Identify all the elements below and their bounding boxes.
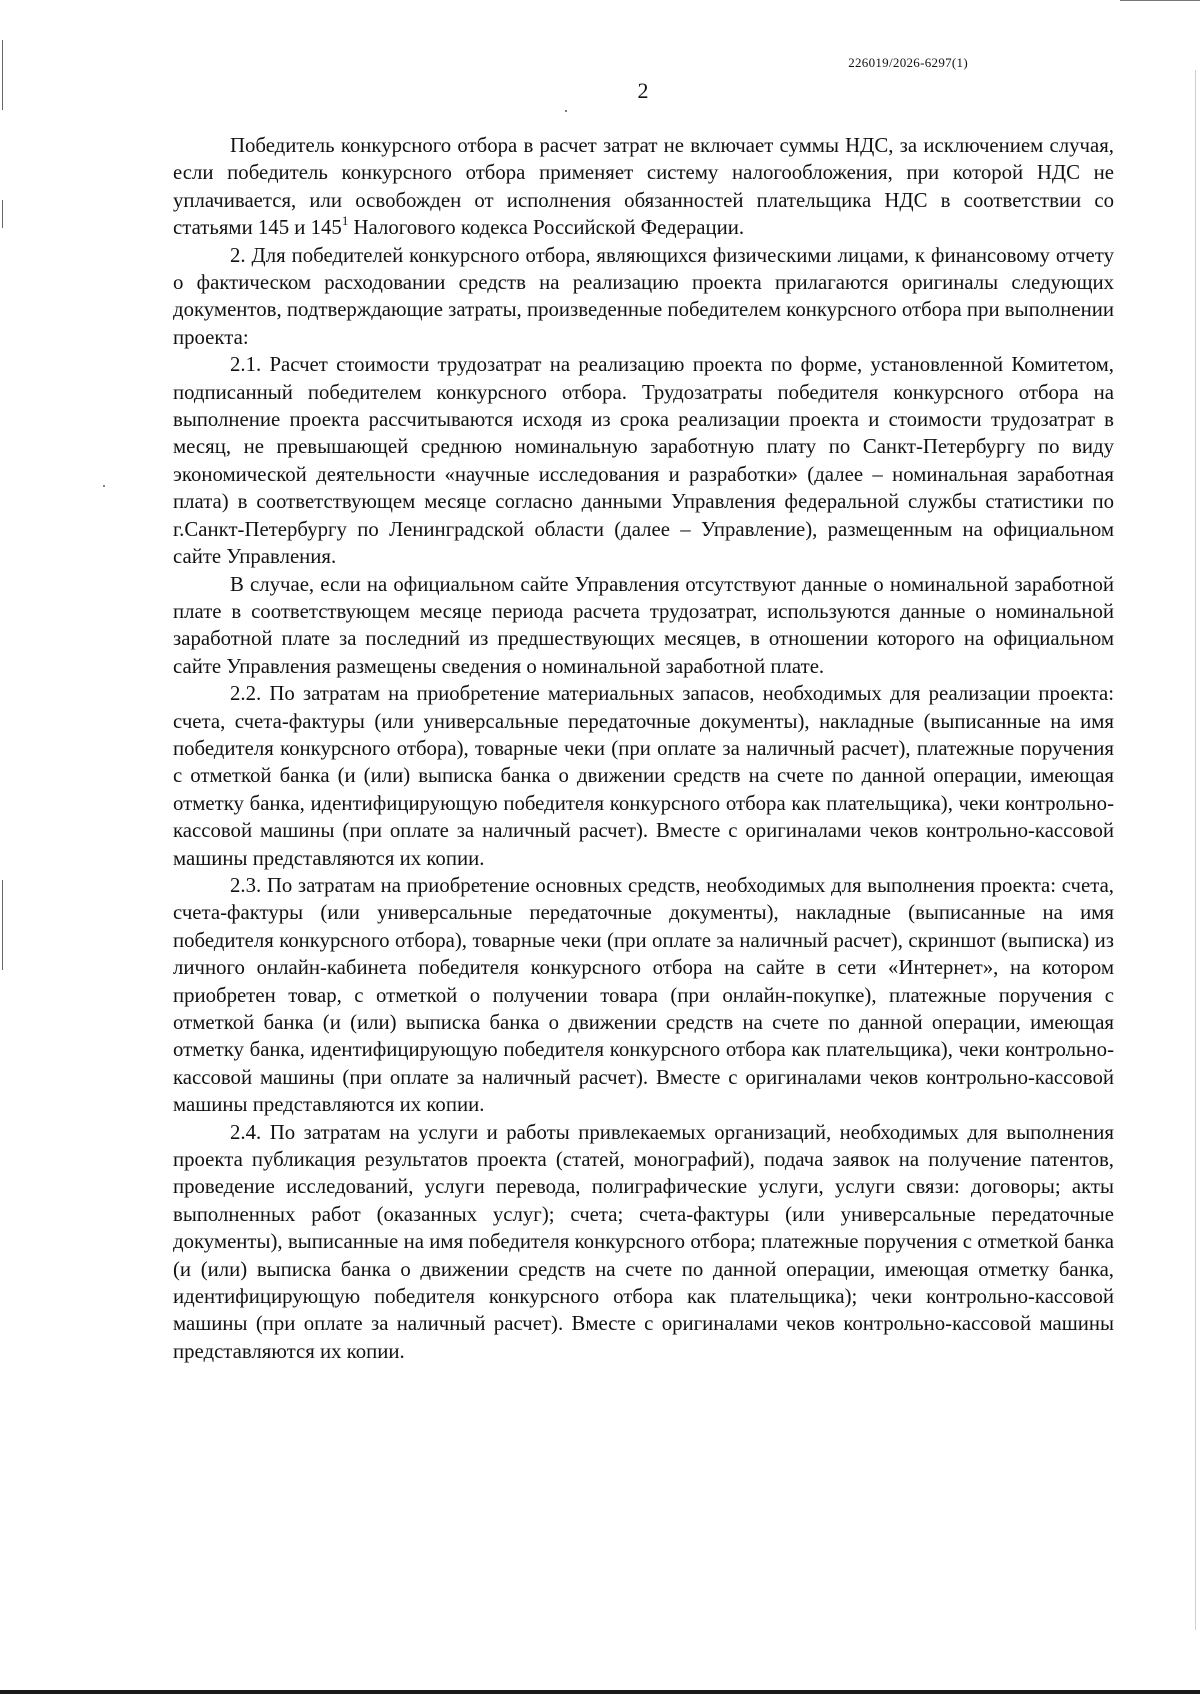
paragraph-text: Победитель конкурсного отбора в расчет затрат не включает суммы НДС, за исключением случая, если победитель конкурсного отбора применяет систему налогообложения, при которой НДС не уплачивается, или освобожден от исполнения обязанностей плательщика НДС в соответствии со статьями 145 и 145 [173,134,1114,240]
paragraph-2-2: 2.2. По затратам на приобретение материальных запасов, необходимых для реализации проекта: счета, счета-фактуры (или универсальные передаточные документы), накладные (выписанные на имя победителя конкурсного отбора), товарные чеки (при оплате за наличный расчет), платежные поручения с отметкой банка (и (или) выписка банка о движении средств на счете по данной операции, имеющая отметку банка, идентифицирующую победителя конкурсного отбора как плательщика), чеки контрольно-кассовой машины (при оплате за наличный расчет). Вместе с оригиналами чеков контрольно-кассовой машины представляются их копии. [173,682,1114,870]
paragraph-vat [173,132,1114,242]
paragraph-2: 2. Для победителей конкурсного отбора, являющихся физическими лицами, к финансовому отчету о фактическом расходовании средств на реализацию проекта прилагаются оригиналы следующих документов, подтверждающие затраты, произведенные победителем конкурсного отбора при выполнении проекта: [173,243,1114,349]
scan-artifact-dot [103,485,105,487]
paragraph-2-1: 2.1. Расчет стоимости трудозатрат на реализацию проекта по форме, установленной Комитетом, подписанный победителем конкурсного отбора. Трудозатраты победителя конкурсного отбора на выполнение проекта рассчитываются исходя из срока реализации проекта и стоимости трудозатрат в месяц, не превышающей среднюю номинальную заработную плату по Санкт-Петербургу по виду экономической деятельности «научные исследования и разработки» (далее – номинальная заработная плата) в соответствующем месяце согласно данными Управления федеральной службы статистики по г.Санкт-Петербургу по Ленинградской области (далее – Управление), размещенным на официальном сайте Управления. [173,353,1114,569]
scan-margin-mark [2,880,3,970]
document-body [173,132,1114,1365]
scan-edge-right [1195,70,1196,1630]
paragraph-text-tail: Налогового кодекса Российской Федерации. [348,216,745,240]
scan-edge-bottom [0,1690,1200,1694]
scan-margin-mark [2,200,3,228]
page-number: 2 [637,78,649,103]
paragraph-2-4: 2.4. По затратам на услуги и работы привлекаемых организаций, необходимых для выполнения проекта публикация результатов проекта (статей, монографий), подача заявок на получение патентов, проведение исследований, услуги перевода, полиграфические услуги, услуги связи: договоры; акты выполненных работ (оказанных услуг); счета; счета-фактуры (или универсальные передаточные документы), выписанные на имя победителя конкурсного отбора; платежные поручения с отметкой банка (и (или) выписка банка о движении средств на счете по данной операции, имеющая отметку банка, идентифицирующую победителя конкурсного отбора как плательщика); чеки контрольно-кассовой машины (при оплате за наличный расчет). Вместе с оригиналами чеков контрольно-кассовой машины представляются их копии. [173,1120,1114,1363]
scan-edge-top [1120,0,1200,1]
registration-number: 226019/2026-6297(1) [848,55,968,70]
paragraph-2-3: 2.3. По затратам на приобретение основных средств, необходимых для выполнения проекта: счета, счета-фактуры (или универсальные передаточные документы), накладные (выписанные на имя победителя конкурсного отбора), товарные чеки (при оплате за наличный расчет), скриншот (выписка) из личного онлайн-кабинета победителя конкурсного отбора на сайте в сети «Интернет», на котором приобретен товар, с отметкой о получении товара (при онлайн-покупке), платежные поручения с отметкой банка (и (или) выписка банка о движении средств на счете по данной операции, имеющая отметку банка, идентифицирующую победителя конкурсного отбора как плательщика), чеки контрольно-кассовой машины (при оплате за наличный расчет). Вместе с оригиналами чеков контрольно-кассовой машины представляются их копии. [173,873,1114,1117]
superscript: 1 [341,213,349,229]
paragraph-2-1-note: В случае, если на официальном сайте Управления отсутствуют данные о номинальной заработной плате в соответствующем месяце периода расчета трудозатрат, используются данные о номинальной заработной плате за последний из предшествующих месяцев, в отношении которого на официальном сайте Управления размещены сведения о номинальной заработной плате. [173,572,1114,678]
scan-artifact-dot [565,110,567,112]
